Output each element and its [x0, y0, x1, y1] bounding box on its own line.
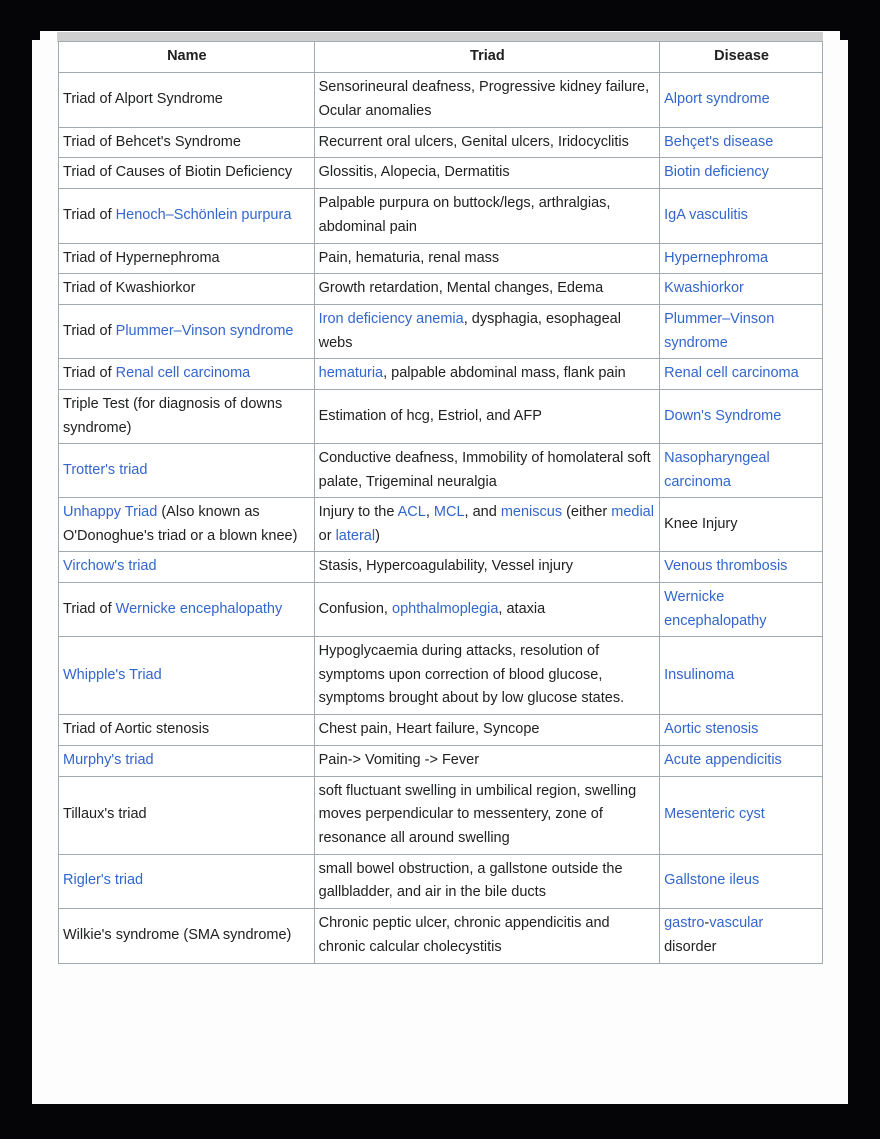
wiki-link[interactable]: Alport syndrome [664, 90, 770, 107]
cell-text: Hypoglycaemia during attacks, resolution of symptoms upon correction of blood glucose, symptoms brought about by low glucose states. [318, 643, 625, 707]
cell-text: , dysphagia, esophageal webs [318, 311, 621, 351]
table-header-row [59, 42, 823, 73]
table-row [59, 583, 823, 637]
cell-disease [660, 908, 823, 963]
cell-name [59, 854, 315, 908]
cell-triad [314, 359, 659, 390]
cell-text: Triad of [63, 365, 116, 382]
cell-text: , palpable abdominal mass, flank pain [383, 365, 626, 382]
cell-text: ) [375, 527, 380, 544]
table-row [59, 274, 823, 305]
cell-text: Triad of Behcet's Syndrome [63, 133, 241, 150]
cell-text: , ataxia [498, 600, 546, 617]
table-row [59, 637, 823, 715]
cell-name [59, 583, 315, 637]
wiki-link[interactable]: Insulinoma [664, 666, 735, 683]
cell-name [59, 158, 315, 189]
cell-disease [660, 359, 823, 390]
table-row [59, 188, 823, 243]
wiki-link[interactable]: Gallstone ileus [664, 872, 760, 889]
cell-text: Triad of [63, 206, 116, 223]
cell-name [59, 243, 315, 274]
cell-triad [314, 274, 659, 305]
cell-text: Triple Test (for diagnosis of downs syndrome) [63, 396, 283, 436]
column-header-triad[interactable]: Triad [314, 42, 659, 73]
cell-disease [660, 274, 823, 305]
cell-name [59, 359, 315, 390]
cell-text: Recurrent oral ulcers, Genital ulcers, Iridocyclitis [318, 133, 629, 150]
cell-name [59, 305, 315, 359]
cell-triad [314, 127, 659, 158]
table-row [59, 444, 823, 498]
wiki-link[interactable]: MCL [433, 504, 465, 520]
cell-disease [660, 854, 823, 908]
cell-triad [314, 158, 659, 189]
wiki-link[interactable]: IgA vasculitis [664, 206, 748, 223]
cell-triad [314, 305, 659, 359]
cell-disease [660, 72, 823, 127]
cell-triad [314, 498, 659, 552]
cell-disease [660, 127, 823, 158]
triads-table [58, 41, 823, 964]
cell-triad [314, 776, 659, 854]
cell-text: or [318, 527, 336, 544]
cell-name [59, 444, 315, 498]
cell-disease [660, 390, 823, 444]
table-row [59, 854, 823, 908]
cell-text: small bowel obstruction, a gallstone outside the gallbladder, and air in the bile ducts [318, 860, 623, 900]
cell-name [59, 127, 315, 158]
cell-name [59, 72, 315, 127]
cell-text: Triad of Alport Syndrome [63, 90, 223, 107]
cell-triad [314, 908, 659, 963]
cell-triad [314, 72, 659, 127]
cell-triad [314, 243, 659, 274]
cell-text: (either [562, 504, 612, 520]
table-row [59, 359, 823, 390]
wiki-link[interactable]: Plummer–Vinson syndrome [664, 311, 775, 351]
cell-disease [660, 243, 823, 274]
cell-name [59, 552, 315, 583]
cell-text: Sensorineural deafness, Progressive kidney failure, Ocular anomalies [318, 79, 650, 119]
cell-text: Wilkie's syndrome (SMA syndrome) [63, 926, 292, 943]
table-row [59, 305, 823, 359]
cell-name [59, 498, 315, 552]
table-row [59, 552, 823, 583]
wiki-link[interactable]: Renal cell carcinoma [115, 365, 251, 382]
column-header-disease[interactable]: Disease [660, 42, 823, 73]
cell-text: , and [464, 504, 501, 520]
wiki-link[interactable]: meniscus [500, 504, 563, 520]
wiki-link[interactable]: Behçet's disease [664, 133, 774, 150]
cell-text: Glossitis, Alopecia, Dermatitis [318, 164, 510, 180]
cell-name [59, 390, 315, 444]
wiki-link[interactable]: hematuria [318, 365, 384, 382]
wiki-link[interactable]: gastro [664, 915, 705, 931]
cell-triad [314, 188, 659, 243]
cell-text: (Also known as O'Donoghue's triad or a blown knee) [63, 504, 298, 544]
cell-text: Triad of [63, 322, 116, 339]
wiki-link[interactable]: Nasopharyngeal carcinoma [664, 450, 770, 490]
cell-text: Chronic peptic ulcer, chronic appendicitis and chronic calcular cholecystitis [318, 915, 610, 955]
table-row [59, 158, 823, 189]
column-header-name[interactable]: Name [59, 42, 315, 73]
cell-triad [314, 390, 659, 444]
cell-text: Injury to the [318, 504, 398, 520]
cell-text: disorder [664, 938, 717, 955]
cell-triad [314, 637, 659, 715]
cell-disease [660, 498, 823, 552]
cell-text: Tillaux's triad [63, 806, 147, 823]
cell-name [59, 274, 315, 305]
cell-triad [314, 745, 659, 776]
wiki-link[interactable]: Plummer–Vinson syndrome [115, 322, 294, 339]
wiki-link[interactable]: Down's Syndrome [664, 407, 782, 424]
cell-disease [660, 552, 823, 583]
cell-name [59, 908, 315, 963]
cell-name [59, 715, 315, 746]
wiki-link[interactable]: Trotter's triad [63, 461, 148, 478]
table-row [59, 776, 823, 854]
cell-text: Pain, hematuria, renal mass [318, 249, 500, 266]
cell-disease [660, 444, 823, 498]
wiki-link[interactable]: Wernicke encephalopathy [664, 589, 767, 629]
cell-name [59, 637, 315, 715]
table-row [59, 390, 823, 444]
cell-text: Growth retardation, Mental changes, Edema [318, 280, 604, 297]
table-row [59, 243, 823, 274]
cell-disease [660, 158, 823, 189]
cell-text: Chest pain, Heart failure, Syncope [318, 721, 540, 737]
cell-text: Triad of Kwashiorkor [63, 280, 196, 297]
cell-text: Conductive deafness, Immobility of homolateral soft palate, Trigeminal neuralgia [318, 450, 651, 490]
table-row [59, 745, 823, 776]
cell-disease [660, 776, 823, 854]
wiki-link[interactable]: Mesenteric cyst [664, 806, 765, 823]
cell-disease [660, 715, 823, 746]
cell-text: Triad of Causes of Biotin Deficiency [63, 164, 293, 180]
cell-text: Triad of Aortic stenosis [63, 721, 210, 737]
wiki-link[interactable]: Kwashiorkor [664, 280, 744, 297]
wiki-link[interactable]: ophthalmoplegia [392, 600, 499, 617]
cell-text: Pain-> Vomiting -> Fever [318, 751, 480, 768]
wiki-link[interactable]: Unhappy Triad [63, 504, 158, 520]
table-row [59, 715, 823, 746]
cell-text: Confusion, [318, 600, 392, 617]
wiki-link[interactable]: medial [611, 504, 654, 520]
cell-name [59, 776, 315, 854]
cell-triad [314, 444, 659, 498]
wiki-link[interactable]: Biotin deficiency [664, 164, 769, 180]
wiki-link[interactable]: Whipple's Triad [63, 666, 162, 683]
cell-triad [314, 583, 659, 637]
wiki-link[interactable]: Aortic stenosis [664, 721, 759, 737]
cell-text: Estimation of hcg, Estriol, and AFP [318, 407, 542, 424]
cell-text: Triad of [63, 600, 116, 617]
cell-disease [660, 305, 823, 359]
table-row [59, 72, 823, 127]
cell-disease [660, 188, 823, 243]
cell-text: Knee Injury [664, 515, 738, 532]
cell-disease [660, 583, 823, 637]
wiki-link[interactable]: Henoch–Schönlein purpura [115, 206, 292, 223]
cell-triad [314, 552, 659, 583]
wiki-link[interactable]: Murphy's triad [63, 751, 154, 768]
wiki-link[interactable]: Wernicke encephalopathy [115, 600, 283, 617]
cell-text: Palpable purpura on buttock/legs, arthralgias, abdominal pain [318, 195, 611, 235]
cell-text: Stasis, Hypercoagulability, Vessel injury [318, 558, 574, 575]
cell-text: , [425, 504, 434, 520]
wiki-link[interactable]: ACL [397, 504, 426, 520]
wiki-link[interactable]: Venous thrombosis [664, 558, 788, 575]
table-row [59, 127, 823, 158]
cell-name [59, 745, 315, 776]
cell-disease [660, 745, 823, 776]
wiki-link[interactable]: Rigler's triad [63, 872, 144, 889]
table-row [59, 908, 823, 963]
wiki-link[interactable]: lateral [335, 527, 376, 544]
wiki-link[interactable]: Acute appendicitis [664, 751, 782, 768]
cell-disease [660, 637, 823, 715]
cell-triad [314, 715, 659, 746]
wiki-link[interactable]: Virchow's triad [63, 558, 157, 575]
table-body [59, 72, 823, 963]
wiki-link[interactable]: Iron deficiency anemia [318, 311, 464, 327]
wiki-link[interactable]: Hypernephroma [664, 249, 769, 266]
table-row [59, 498, 823, 552]
cell-name [59, 188, 315, 243]
wiki-link[interactable]: Renal cell carcinoma [664, 365, 799, 382]
wiki-link[interactable]: vascular [709, 915, 764, 931]
cell-text: Triad of Hypernephroma [63, 249, 220, 266]
cell-text: - [704, 915, 710, 931]
cell-text: soft fluctuant swelling in umbilical region, swelling moves perpendicular to messentery, zone of resonance all around swelling [318, 782, 637, 846]
cell-triad [314, 854, 659, 908]
